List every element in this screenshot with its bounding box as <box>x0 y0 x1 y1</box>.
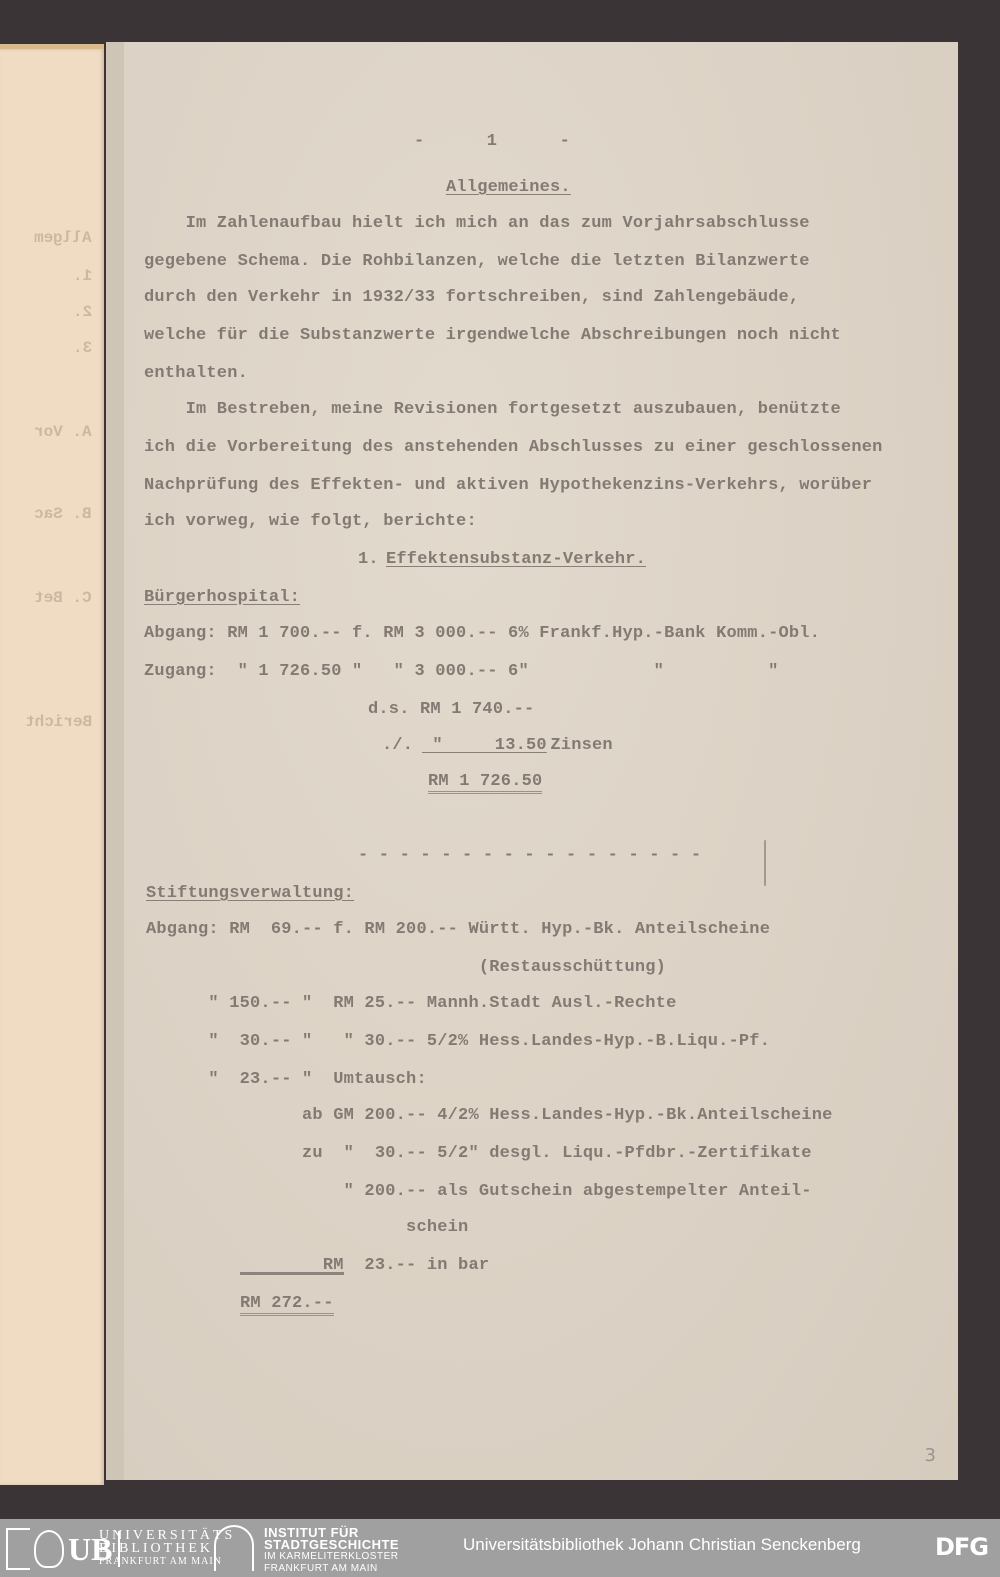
isg-line: IM KARMELITERKLOSTER <box>264 1551 399 1562</box>
stiftung-line: " 200.-- als Gutschein abgestempelter Anteil- <box>146 1182 812 1201</box>
paragraph2-line: ich die Vorbereitung des anstehenden Abschlusses zu einer geschlossenen <box>144 438 883 457</box>
section-separator: - - - - - - - - - - - - - - - - - <box>358 846 702 865</box>
stiftung-line: (Restausschüttung) <box>146 958 667 977</box>
paragraph2-line: Nachprüfung des Effekten- und aktiven Hypothekenzins-Verkehrs, worüber <box>144 476 873 495</box>
ghost-text: 2. <box>72 303 92 321</box>
dfg-logo[interactable]: DFG <box>934 1533 988 1561</box>
heading-allgemeines: Allgemeines. <box>446 178 571 197</box>
ds-line: d.s. RM 1 740.-- <box>368 700 535 719</box>
handwritten-page-number: 3 <box>924 1445 936 1466</box>
section1-number: 1. <box>358 550 379 569</box>
stiftung-line: ab GM 200.-- 4/2% Hess.Landes-Hyp.-Bk.Anteilscheine <box>146 1106 833 1125</box>
paragraph1-line: Im Zahlenaufbau hielt ich mich an das zum Vorjahrsabschlusse <box>144 214 810 233</box>
page-header: - 1 - <box>414 132 571 151</box>
section1-title: Effektensubstanz-Verkehr. <box>386 550 647 569</box>
footer-title[interactable]: Universitätsbibliothek Johann Christian Senckenberg <box>463 1535 861 1554</box>
paragraph1-line: gegebene Schema. Die Rohbilanzen, welche die letzten Bilanzwerte <box>144 252 810 271</box>
minus-prefix: ./. <box>382 736 414 755</box>
ghost-text: Allgem <box>34 229 92 247</box>
stiftung-line: zu " 30.-- 5/2" desgl. Liqu.-Pfdbr.-Zertifikate <box>146 1144 812 1163</box>
ub-line: UNIVERSITÄTS <box>99 1528 236 1543</box>
paragraph1-line: welche für die Substanzwerte irgendwelche Abschreibungen noch nicht <box>144 326 841 345</box>
sum-rule <box>240 1272 344 1275</box>
ub-line: BIBLIOTHEK <box>99 1541 213 1556</box>
paragraph2-line: Im Bestreben, meine Revisionen fortgesetzt auszubauen, benützte <box>144 400 841 419</box>
ghost-text: B. Sac <box>34 505 92 523</box>
ub-portrait-icon <box>34 1530 64 1568</box>
ghost-text: 1. <box>72 267 92 285</box>
buergerhospital-label: Bürgerhospital: <box>144 588 301 607</box>
ghost-text: A. Vor <box>34 423 92 441</box>
ub-line: FRANKFURT AM MAIN <box>99 1556 222 1567</box>
isg-arch-icon[interactable] <box>214 1525 254 1571</box>
footer-bar <box>0 1519 1000 1577</box>
ub-letters: UB <box>68 1531 120 1567</box>
paragraph1-line: durch den Verkehr in 1932/33 fortschreiben, sind Zahlengebäude, <box>144 288 800 307</box>
minus-amount: " 13.50 <box>422 736 547 755</box>
ghost-text: C. Bet <box>34 589 92 607</box>
isg-line: STADTGESCHICHTE <box>264 1537 400 1552</box>
paragraph2-line: ich vorweg, wie folgt, berichte: <box>144 512 477 531</box>
pencil-mark <box>764 840 766 886</box>
isg-line: INSTITUT FÜR <box>264 1525 359 1540</box>
stiftung-line: " 150.-- " RM 25.-- Mannh.Stadt Ausl.-Rechte <box>146 994 677 1013</box>
stiftungsverwaltung-label: Stiftungsverwaltung: <box>146 884 355 903</box>
previous-page-edge <box>0 44 104 1485</box>
abgang-line: Abgang: RM 1 700.-- f. RM 3 000.-- 6% Frankf.Hyp.-Bank Komm.-Obl. <box>144 624 821 643</box>
ghost-text: Bericht <box>24 713 92 731</box>
isg-line: FRANKFURT AM MAIN <box>264 1563 378 1574</box>
zugang-line: Zugang: " 1 726.50 " " 3 000.-- 6" " " <box>144 662 779 681</box>
stiftung-total: RM 272.-- <box>240 1294 334 1316</box>
stiftung-line: " 30.-- " " 30.-- 5/2% Hess.Landes-Hyp.-B.Liqu.-Pf. <box>146 1032 771 1051</box>
ghost-text: 3. <box>72 339 92 357</box>
buergerhospital-total: RM 1 726.50 <box>428 772 542 794</box>
ub-book-icon <box>6 1528 30 1570</box>
document-page <box>106 42 958 1480</box>
isg-name <box>264 1527 399 1575</box>
stiftung-line: Abgang: RM 69.-- f. RM 200.-- Württ. Hyp.-Bk. Anteilscheine <box>146 920 771 939</box>
paragraph1-line: enthalten. <box>144 364 249 383</box>
stiftung-line: " 23.-- " Umtausch: <box>146 1070 427 1089</box>
minus-label: Zinsen <box>540 736 613 755</box>
stiftung-line: schein <box>146 1218 469 1237</box>
stiftung-line: RM 23.-- in bar <box>146 1256 490 1275</box>
